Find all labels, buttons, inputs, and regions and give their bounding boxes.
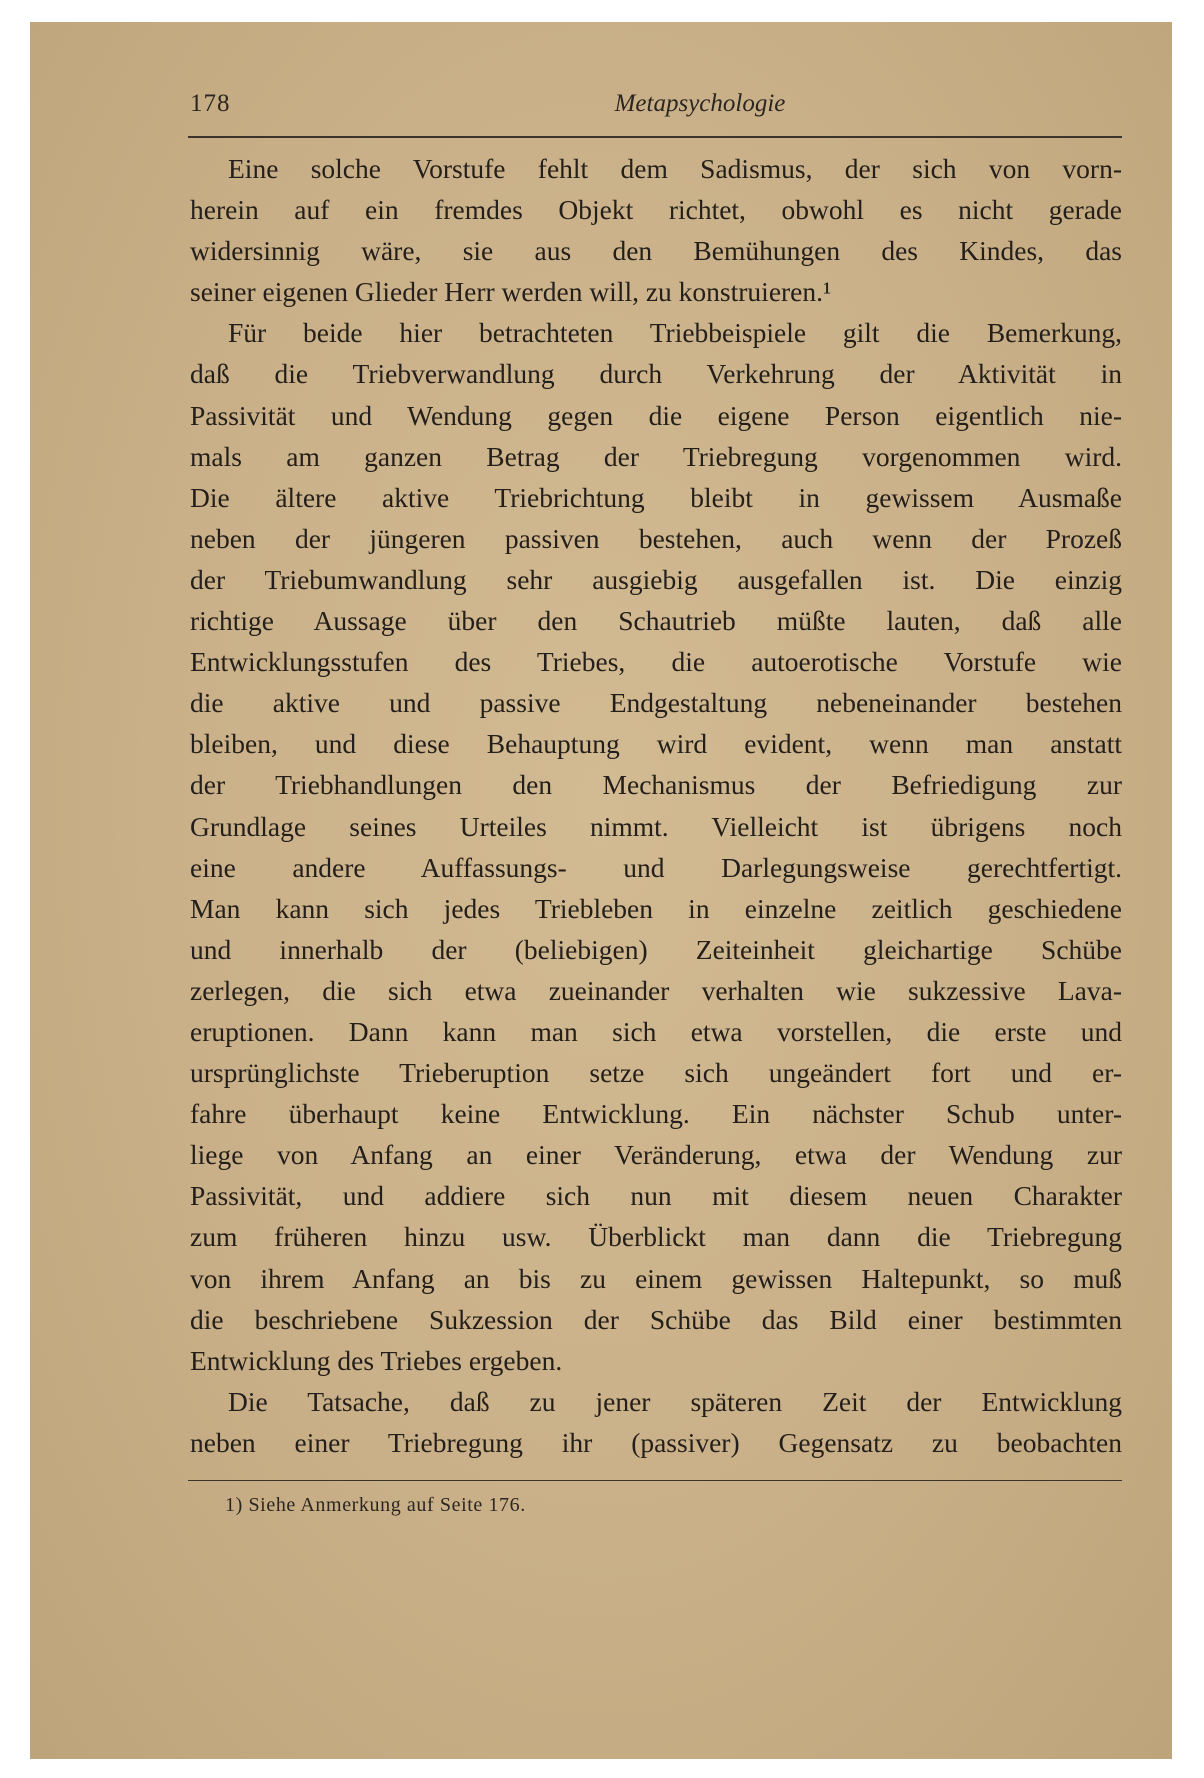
text-line: Passivität, und addiere sich nun mit diesem neuen Charakter [190,1180,1122,1212]
body-text [190,148,1122,1463]
text-line: der Triebhandlungen den Mechanismus der Befriedigung zur [190,769,1122,801]
text-line: liege von Anfang an einer Veränderung, etwa der Wendung zur [190,1139,1122,1171]
text-line: bleiben, und diese Behauptung wird evident, wenn man anstatt [190,728,1122,760]
text-line: Entwicklungsstufen des Triebes, die autoerotische Vorstufe wie [190,646,1122,678]
page-number: 178 [190,90,231,117]
text-line: neben einer Triebregung ihr (passiver) Gegensatz zu beobachten [190,1426,1122,1458]
text-line: die aktive und passive Endgestaltung nebeneinander bestehen [190,687,1122,719]
header-rule [188,136,1122,138]
text-line: Für beide hier betrachteten Triebbeispiele gilt die Bemerkung, [228,317,1122,349]
footnote: 1) Siehe Anmerkung auf Seite 176. [225,1494,526,1516]
text-line: Passivität und Wendung gegen die eigene Person eigentlich nie- [190,399,1122,431]
text-line: daß die Triebverwandlung durch Verkehrung der Aktivität in [190,358,1122,390]
text-line: Man kann sich jedes Triebleben in einzelne zeitlich geschiedene [190,892,1122,924]
footnote-rule [188,1480,1122,1481]
text-line: eine andere Auffassungs- und Darlegungsweise gerechtfertigt. [190,851,1122,883]
text-line: neben der jüngeren passiven bestehen, auch wenn der Prozeß [190,522,1122,554]
text-line: seiner eigenen Glieder Herr werden will, zu konstruieren.¹ [190,276,832,308]
text-line: fahre überhaupt keine Entwicklung. Ein nächster Schub unter- [190,1098,1122,1130]
text-line: Entwicklung des Triebes ergeben. [190,1344,563,1376]
text-line: Die ältere aktive Triebrichtung bleibt in gewissem Ausmaße [190,481,1122,513]
text-line: die beschriebene Sukzession der Schübe das Bild einer bestimmten [190,1303,1122,1335]
page-header [190,90,1122,130]
text-line: zum früheren hinzu usw. Überblickt man dann die Triebregung [190,1221,1122,1253]
text-line: Eine solche Vorstufe fehlt dem Sadismus, der sich von vorn- [228,153,1122,184]
text-line: herein auf ein fremdes Objekt richtet, obwohl es nicht gerade [190,194,1122,226]
text-line: widersinnig wäre, sie aus den Bemühungen des Kindes, das [190,235,1122,267]
text-line: zerlegen, die sich etwa zueinander verhalten wie sukzessive Lava- [190,974,1122,1006]
text-line: ursprünglichste Trieberuption setze sich ungeändert fort und er- [190,1057,1122,1089]
text-line: von ihrem Anfang an bis zu einem gewissen Haltepunkt, so muß [190,1262,1122,1294]
text-line: richtige Aussage über den Schautrieb müßte lauten, daß alle [190,605,1122,637]
text-line: Die Tatsache, daß zu jener späteren Zeit der Entwicklung [228,1385,1122,1417]
text-line: und innerhalb der (beliebigen) Zeiteinheit gleichartige Schübe [190,933,1122,965]
text-line: mals am ganzen Betrag der Triebregung vorgenommen wird. [190,440,1122,472]
text-line: der Triebumwandlung sehr ausgiebig ausgefallen ist. Die einzig [190,563,1122,595]
text-line: Grundlage seines Urteiles nimmt. Vielleicht ist übrigens noch [190,810,1122,842]
text-line: eruptionen. Dann kann man sich etwa vorstellen, die erste und [190,1015,1122,1047]
running-title: Metapsychologie [614,90,786,117]
